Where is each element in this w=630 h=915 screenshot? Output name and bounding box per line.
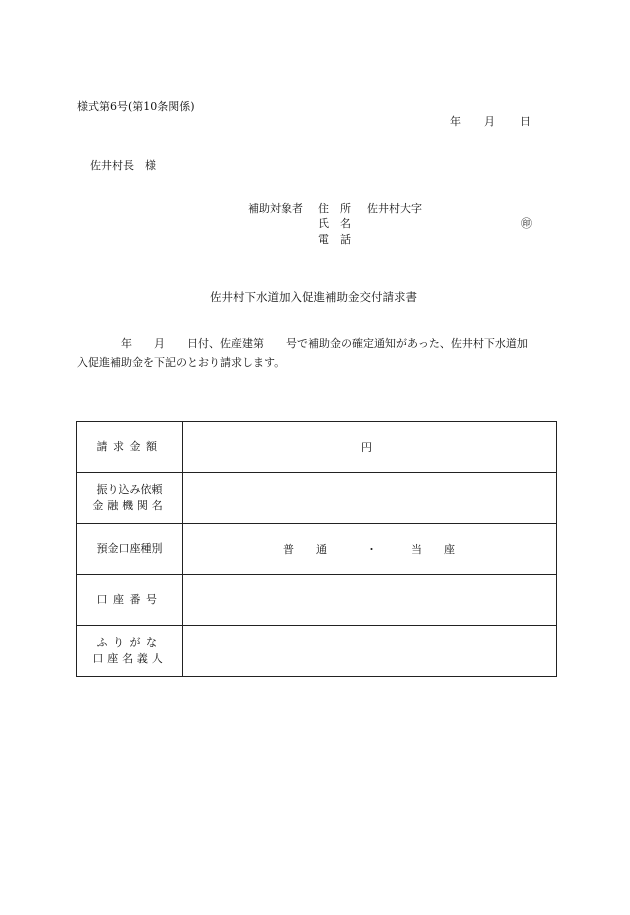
bank-label-cell — [77, 473, 183, 524]
account-type-cell — [183, 524, 557, 575]
body-line-1: 年 月 日付、佐産建第 号で補助金の確定通知があった、佐井村下水道加 — [121, 337, 528, 350]
address-value: 佐井村大字 — [367, 202, 422, 215]
holder-name-label: 口座名義人 — [92, 652, 167, 665]
date-month: 月 — [484, 115, 495, 128]
phone-label: 電 話 — [318, 233, 351, 246]
account-type-label: 預金口座種別 — [96, 542, 163, 555]
document-title: 佐井村下水道加入促進補助金交付請求書 — [210, 290, 417, 304]
date-day: 日 — [520, 115, 531, 128]
amount-cell — [183, 422, 557, 473]
account-number-cell — [183, 575, 557, 626]
address-label: 住 所 — [318, 202, 351, 215]
holder-label-cell — [77, 626, 183, 677]
addressee: 佐井村長 様 — [90, 159, 156, 172]
body-line-2: 入促進補助金を下記のとおり請求します。 — [77, 356, 286, 369]
account-number-label-cell — [77, 575, 183, 626]
applicant-label: 補助対象者 — [248, 202, 303, 215]
account-type-current: 当 座 — [411, 543, 455, 556]
table-row — [77, 422, 557, 473]
seal-mark: ㊞ — [521, 217, 532, 230]
bank-label-line-2: 金融機関名 — [92, 499, 167, 512]
table-row — [77, 575, 557, 626]
amount-label-cell — [77, 422, 183, 473]
account-number-label: 口座番号 — [96, 593, 163, 606]
bank-cell — [183, 473, 557, 524]
account-type-label-cell — [77, 524, 183, 575]
date-year: 年 — [450, 115, 461, 128]
account-type-separator: ・ — [366, 543, 377, 556]
table-row — [77, 473, 557, 524]
account-type-ordinary: 普 通 — [283, 543, 327, 556]
holder-kana-label: ふりがな — [96, 636, 163, 649]
table-row — [77, 626, 557, 677]
amount-unit: 円 — [361, 441, 372, 454]
request-table — [76, 421, 557, 677]
form-number: 様式第6号(第10条関係) — [77, 100, 195, 113]
table-row — [77, 524, 557, 575]
holder-cell — [183, 626, 557, 677]
bank-label-line-1: 振り込み依頼 — [96, 483, 163, 496]
name-label: 氏 名 — [318, 217, 351, 230]
body-paragraph — [77, 334, 557, 372]
amount-label: 請求金額 — [96, 440, 163, 453]
